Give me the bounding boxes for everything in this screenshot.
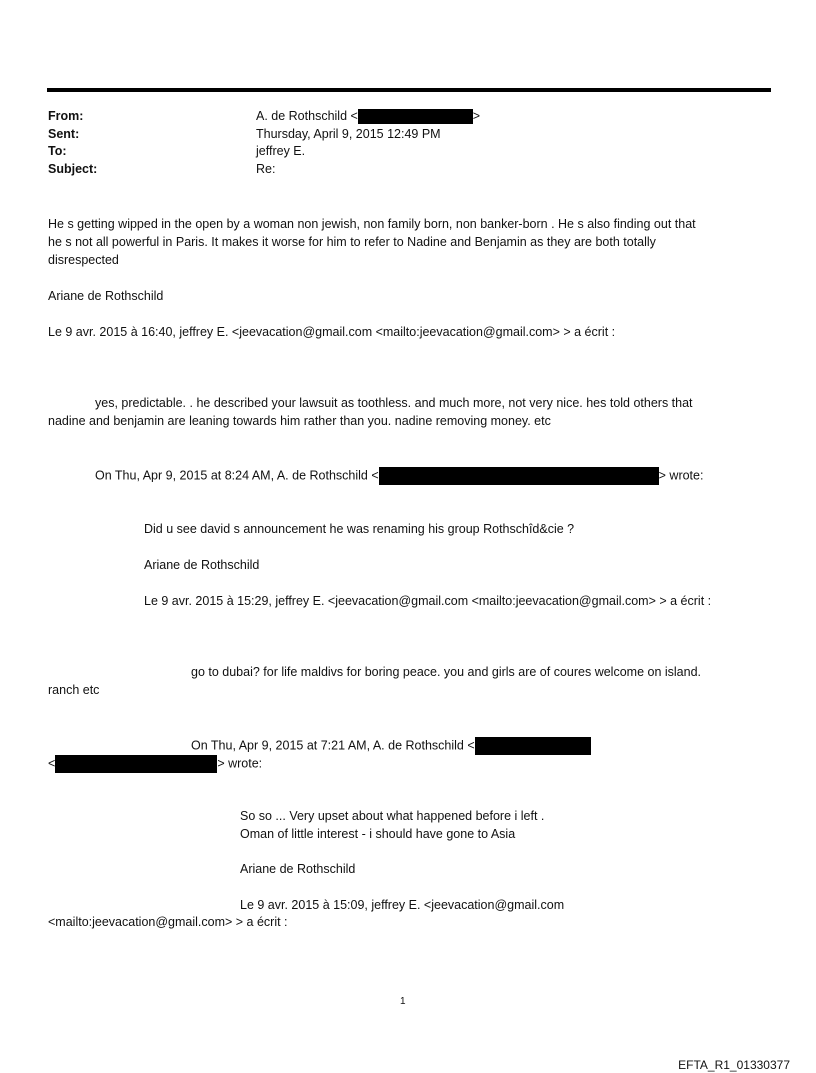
- redaction-box: [358, 109, 473, 124]
- on-wrote-2-open: <: [48, 756, 56, 771]
- redaction-box: [55, 755, 217, 773]
- on-wrote-2: [191, 737, 591, 755]
- reply-1-line-2: nadine and benjamin are leaning towards him rather than you. nadine removing money. etc: [48, 414, 551, 428]
- to-row: [48, 143, 748, 161]
- redaction-box: [379, 467, 659, 485]
- redaction-box: [475, 737, 591, 755]
- on-wrote-1-prefix: On Thu, Apr 9, 2015 at 8:24 AM, A. de Rothschild <: [95, 468, 379, 483]
- on-wrote-1: [95, 467, 703, 485]
- paragraph-1-line-2: he s not all powerful in Paris. It makes it worse for him to refer to Nadine and Benjamin as they are both totally: [48, 235, 656, 249]
- page-number: 1: [400, 996, 406, 1007]
- from-label: From:: [48, 109, 84, 123]
- signature-3: Ariane de Rothschild: [240, 862, 356, 876]
- from-row: [48, 108, 748, 126]
- header-rule: [47, 88, 771, 92]
- to-value: jeffrey E.: [256, 144, 306, 158]
- signature-2: Ariane de Rothschild: [144, 558, 260, 572]
- message-3-line-2: Oman of little interest - i should have gone to Asia: [240, 827, 516, 841]
- signature-1: Ariane de Rothschild: [48, 289, 164, 303]
- email-header: [48, 108, 748, 178]
- from-tail: >: [472, 109, 481, 123]
- paragraph-1-line-3: disrespected: [48, 253, 119, 267]
- document-id: EFTA_R1_01330377: [678, 1058, 790, 1072]
- subject-value: Re:: [256, 161, 276, 176]
- subject-label: Subject:: [48, 161, 98, 176]
- quote-header-3-line-2: <mailto:jeevacation@gmail.com> > a écrit :: [48, 915, 288, 929]
- from-name: A. de Rothschild <: [256, 109, 358, 123]
- sent-label: Sent:: [48, 126, 80, 141]
- subject-row: [48, 161, 748, 179]
- from-value: [256, 108, 748, 126]
- to-label: To:: [48, 144, 67, 158]
- on-wrote-2-line-2: [48, 755, 262, 773]
- on-wrote-2-suffix: > wrote:: [217, 756, 263, 771]
- reply-1-line-1: yes, predictable. . he described your lawsuit as toothless. and much more, not very nice. hes told others that: [95, 396, 693, 410]
- paragraph-1-line-1: He s getting wipped in the open by a woman non jewish, non family born, non banker-born . He s also finding out that: [48, 217, 696, 231]
- sent-row: [48, 126, 748, 144]
- reply-2-line-2: ranch etc: [48, 683, 100, 697]
- on-wrote-1-suffix: > wrote:: [658, 468, 704, 483]
- quote-header-1: Le 9 avr. 2015 à 16:40, jeffrey E. <jeevacation@gmail.com <mailto:jeevacation@gmail.com> > a écrit :: [48, 325, 616, 339]
- quote-header-2: Le 9 avr. 2015 à 15:29, jeffrey E. <jeevacation@gmail.com <mailto:jeevacation@gmail.com> > a écrit :: [144, 594, 712, 608]
- reply-2-line-1: go to dubai? for life maldivs for boring peace. you and girls are of coures welcome on island.: [191, 665, 702, 679]
- message-2: Did u see david s announcement he was renaming his group Rothschîd&cie ?: [144, 522, 575, 536]
- message-3-line-1: So so ... Very upset about what happened before i left .: [240, 809, 545, 823]
- quote-header-3-line-1: Le 9 avr. 2015 à 15:09, jeffrey E. <jeevacation@gmail.com: [240, 898, 565, 912]
- sent-value: Thursday, April 9, 2015 12:49 PM: [256, 126, 441, 141]
- on-wrote-2-prefix: On Thu, Apr 9, 2015 at 7:21 AM, A. de Rothschild <: [191, 738, 475, 753]
